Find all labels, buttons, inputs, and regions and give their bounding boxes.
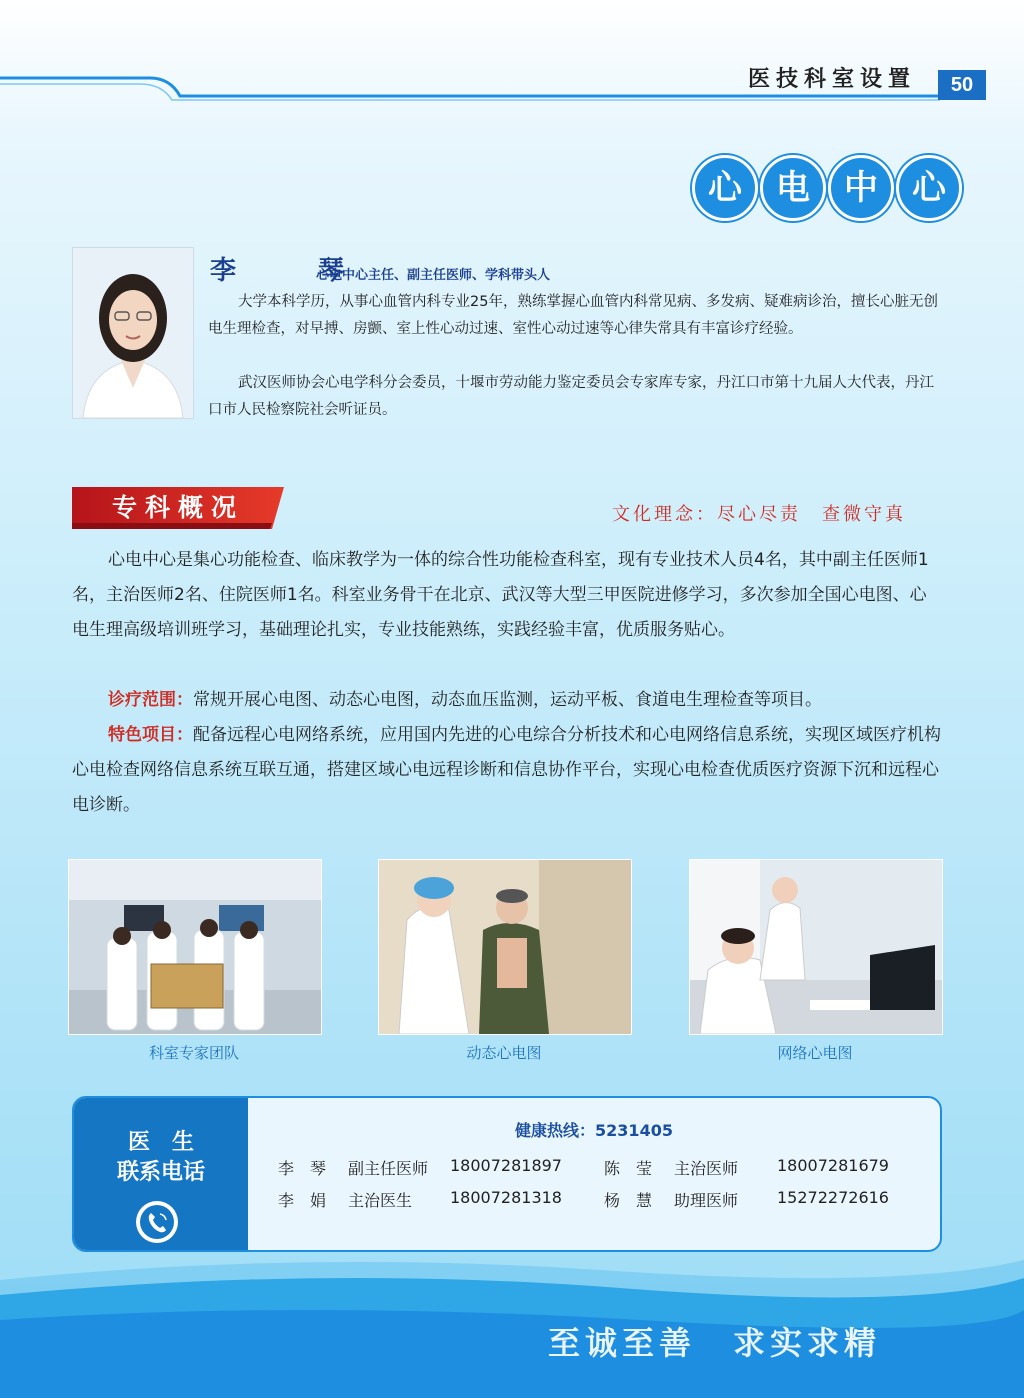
scope-label: 诊疗范围： xyxy=(108,690,193,710)
scope-paragraph xyxy=(72,683,942,718)
doctor-bio-paragraph: 大学本科学历，从事心血管内科专业25年，熟练掌握心血管内科常见病、多发病、疑难病诊治，擅长心脏无创电生理检查，对早搏、房颤、室上性心动过速、室性心动过速等心律失常具有丰富诊疗经验。 xyxy=(208,294,938,337)
department-title xyxy=(692,155,962,221)
department-title-char: 电 xyxy=(760,155,826,221)
doctor-bio-paragraph: 武汉医师协会心电学科分会委员，十堰市劳动能力鉴定委员会专家库专家，丹江口市第十九届人大代表，丹江口市人民检察院社会听证员。 xyxy=(208,375,934,418)
scope-text: 常规开展心电图、动态心电图，动态血压监测，运动平板、食道电生理检查等项目。 xyxy=(193,690,822,710)
contact-name: 陈 莹 xyxy=(604,1159,653,1178)
contact-phone[interactable]: 18007281679 xyxy=(777,1156,889,1175)
network-ecg-photo xyxy=(689,859,943,1035)
footer-motto: 至诚至善 求实求精 xyxy=(548,1324,882,1362)
phone-icon xyxy=(136,1201,178,1243)
department-title-char: 心 xyxy=(896,155,962,221)
contact-name: 杨 慧 xyxy=(604,1191,653,1210)
holter-photo xyxy=(378,859,632,1035)
photo-caption: 科室专家团队 xyxy=(148,1044,239,1062)
team-photo xyxy=(68,859,322,1035)
culture-motto: 文化理念：尽心尽责 查微守真 xyxy=(612,504,906,525)
contact-name: 李 娟 xyxy=(278,1191,327,1210)
contact-heading xyxy=(74,1128,248,1188)
contact-panel xyxy=(72,1096,942,1252)
feature-text: 配备远程心电网络系统，应用国内先进的心电综合分析技术和心电网络信息系统，实现区域医疗机构心电检查网络信息系统互联互通，搭建区域心电远程诊断和信息协作平台，实现心电检查优质医疗资源下沉和远程心电诊断。 xyxy=(72,725,941,815)
department-title-char: 心 xyxy=(692,155,758,221)
doctor-title: 心电中心主任、副主任医师、学科带头人 xyxy=(316,268,551,283)
photo-caption: 网络心电图 xyxy=(777,1044,853,1062)
hotline: 健康热线：5231405 xyxy=(515,1121,673,1140)
contact-phone[interactable]: 18007281318 xyxy=(450,1188,562,1207)
page-number: 50 xyxy=(938,70,986,100)
contact-phone[interactable]: 18007281897 xyxy=(450,1156,562,1175)
contact-role: 主治医师 xyxy=(674,1159,739,1178)
doctor-portrait xyxy=(72,247,194,419)
contact-heading-line: 医 生 xyxy=(127,1130,194,1155)
department-title-char: 中 xyxy=(828,155,894,221)
doctor-name: 李 琴 xyxy=(210,256,373,286)
feature-paragraph xyxy=(72,718,942,823)
contact-role: 助理医师 xyxy=(674,1191,739,1210)
photo-caption: 动态心电图 xyxy=(466,1044,542,1062)
contact-role: 副主任医师 xyxy=(348,1159,429,1178)
contact-heading-line: 联系电话 xyxy=(116,1160,205,1185)
overview-paragraph: 心电中心是集心功能检查、临床教学为一体的综合性功能检查科室，现有专业技术人员4名，其中副主任医师1名，主治医师2名、住院医师1名。科室业务骨干在北京、武汉等大型三甲医院进修学习，多次参加全国心电图、心电生理高级培训班学习，基础理论扎实，专业技能熟练，实践经验丰富，优质服务贴心。 xyxy=(72,550,929,640)
overview-heading: 专科概况 xyxy=(111,493,244,522)
section-title: 医技科室设置 xyxy=(747,66,916,92)
contact-name: 李 琴 xyxy=(278,1159,327,1178)
contact-phone[interactable]: 15272272616 xyxy=(777,1188,889,1207)
contact-role: 主治医生 xyxy=(348,1191,413,1210)
feature-label: 特色项目： xyxy=(108,725,193,745)
